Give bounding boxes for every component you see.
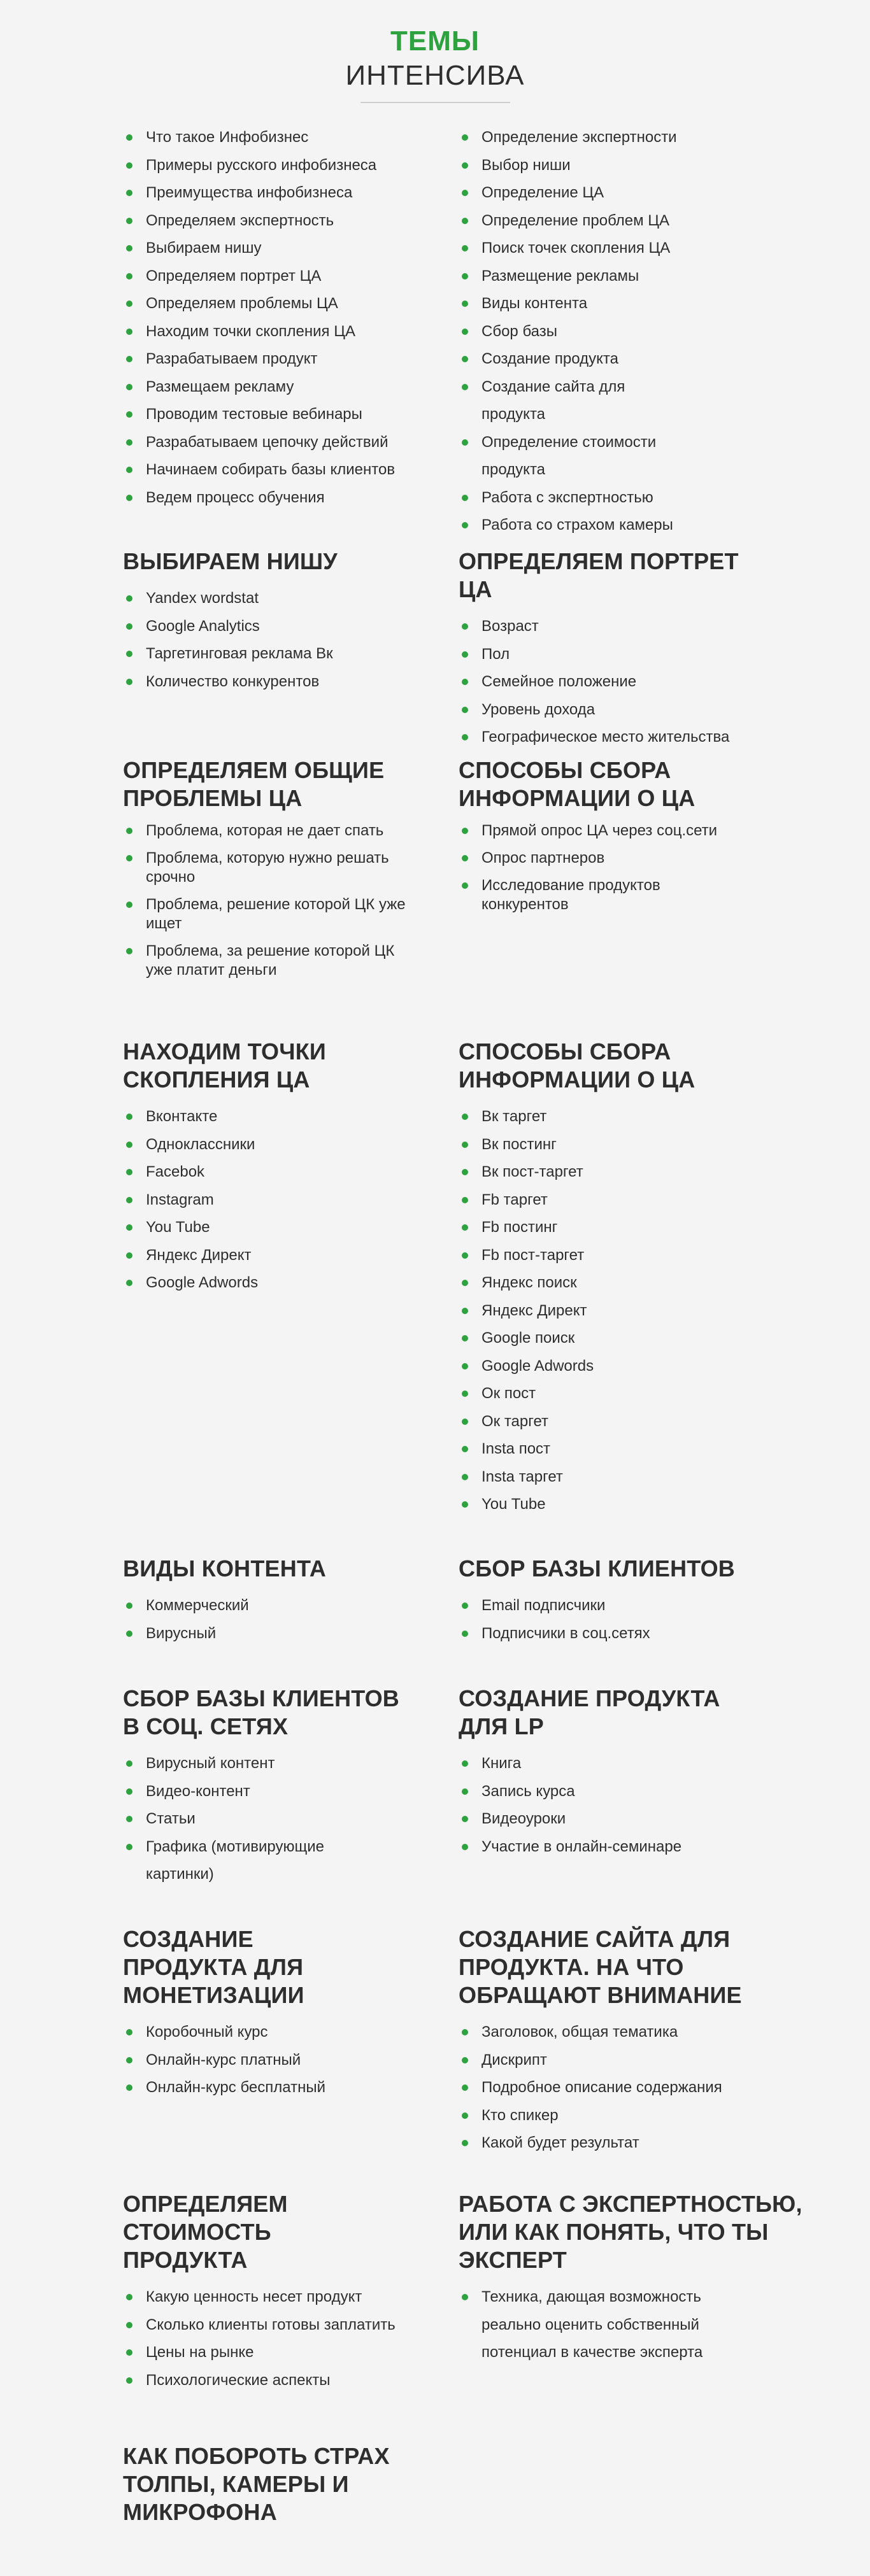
list-item: Цены на рынке [123, 2339, 441, 2367]
section-audience-points [123, 1038, 441, 1297]
section-title: СБОР БАЗЫ КЛИЕНТОВ [459, 1555, 736, 1582]
list-item: Преимущества инфобизнеса [123, 179, 441, 207]
page-title: ИНТЕНСИВА [345, 60, 525, 91]
list-item: Ок таргет [459, 1408, 777, 1436]
section-client-base [459, 1555, 777, 1647]
section-title: СПОСОБЫ СБОРА ИНФОРМАЦИИ О ЦА [459, 1038, 695, 1093]
section-title: ОПРЕДЕЛЯЕМ ПОРТРЕТ ЦА [459, 548, 739, 602]
section-title: ВИДЫ КОНТЕНТА [123, 1555, 327, 1582]
list-item: Коробочный курс [123, 2018, 441, 2046]
list-item: Выбираем нишу [123, 234, 441, 262]
list-item: Одноклассники [123, 1131, 441, 1159]
list-item: Google Adwords [459, 1352, 777, 1380]
section-title: КАК ПОБОРОТЬ СТРАХ ТОЛПЫ, КАМЕРЫ И МИКРОФОНА [123, 2443, 390, 2525]
list-item: Проблема, решение которой ЦК уже ищет [123, 895, 416, 933]
list-item: Определение экспертности [459, 124, 688, 152]
section-title: СОЗДАНИЕ ПРОДУКТА ДЛЯ МОНЕТИЗАЦИИ [123, 1926, 304, 2008]
list-item: Разрабатываем продукт [123, 345, 441, 373]
section-product-price [123, 2190, 441, 2394]
section-monetization-product [123, 1925, 441, 2102]
list-item: Техника, дающая возможность реально оценить собственный потенциал в качестве эксперта [459, 2283, 752, 2367]
list-item: Яндекс Директ [459, 1297, 777, 1325]
list-item: Онлайн-курс платный [123, 2046, 441, 2074]
list-item: Виды контента [459, 290, 688, 318]
list-item: Ведем процесс обучения [123, 484, 441, 512]
list-item: Онлайн-курс бесплатный [123, 2074, 441, 2102]
list-item: Создание сайта для продукта [459, 373, 688, 428]
section-info-collection [459, 756, 802, 923]
list-item: Коммерческий [123, 1592, 441, 1620]
list-item: Определение стоимости продукта [459, 428, 688, 484]
list-item: Подробное описание содержания [459, 2074, 777, 2102]
list-item: Вконтакте [123, 1103, 441, 1131]
section-title: СОЗДАНИЕ САЙТА ДЛЯ ПРОДУКТА. НА ЧТО ОБРАЩАЮТ ВНИМАНИЕ [459, 1926, 742, 2008]
list-item: Facebok [123, 1158, 441, 1186]
list-item: Yandex wordstat [123, 584, 441, 612]
list-item: Создание продукта [459, 345, 688, 373]
list-item: Вк пост-таргет [459, 1158, 777, 1186]
list-item: Проблема, которая не дает спать [123, 821, 422, 840]
section-audience-problems [123, 756, 422, 988]
list-item: Поиск точек скопления ЦА [459, 234, 688, 262]
section-expertise [459, 2190, 815, 2367]
list-item: Подписчики в соц.сетях [459, 1620, 777, 1648]
list-item: Определяем проблемы ЦА [123, 290, 441, 318]
list-item: Проблема, которую нужно решать срочно [123, 849, 403, 887]
list-item: Проблема, за решение которой ЦК уже платит деньги [123, 942, 403, 980]
list-item: Вк таргет [459, 1103, 777, 1131]
list-item: Примеры русского инфобизнеса [123, 152, 441, 180]
list-item: Fb постинг [459, 1214, 777, 1242]
list-item: Fb пост-таргет [459, 1242, 777, 1270]
section-title: СОЗДАНИЕ ПРОДУКТА ДЛЯ LP [459, 1685, 720, 1739]
list-item: Определение ЦА [459, 179, 688, 207]
list-item: Email подписчики [459, 1592, 777, 1620]
list-item: Заголовок, общая тематика [459, 2018, 777, 2046]
list-item: Проводим тестовые вебинары [123, 400, 441, 428]
section-title: СБОР БАЗЫ КЛИЕНТОВ В СОЦ. СЕТЯХ [123, 1685, 400, 1739]
section-lp-product [459, 1685, 777, 1860]
list-item: Размещаем рекламу [123, 373, 441, 401]
section-audience-portrait [459, 548, 777, 751]
list-item: Instagram [123, 1186, 441, 1214]
list-item: Ок пост [459, 1380, 777, 1408]
list-item: Книга [459, 1750, 777, 1778]
list-item: Психологические аспекты [123, 2367, 441, 2395]
list-item: Fb таргет [459, 1186, 777, 1214]
list-item: Сколько клиенты готовы заплатить [123, 2311, 441, 2339]
list-item: Статьи [123, 1805, 441, 1833]
list-item: Вк постинг [459, 1131, 777, 1159]
list-item: Сбор базы [459, 318, 688, 346]
list-item: Кто спикер [459, 2102, 777, 2130]
list-item: Запись курса [459, 1778, 777, 1806]
list-item: You Tube [123, 1214, 441, 1242]
section-title: ОПРЕДЕЛЯЕМ ОБЩИЕ ПРОБЛЕМЫ ЦА [123, 757, 385, 811]
list-item: Количество конкурентов [123, 668, 441, 696]
section-title: НАХОДИМ ТОЧКИ СКОПЛЕНИЯ ЦА [123, 1038, 326, 1093]
list-item: Работа со страхом камеры [459, 511, 688, 539]
section-title: СПОСОБЫ СБОРА ИНФОРМАЦИИ О ЦА [459, 757, 695, 811]
list-item: You Tube [459, 1490, 777, 1518]
list-item: Яндекс Директ [123, 1242, 441, 1270]
list-item: Таргетинговая реклама Вк [123, 640, 441, 668]
list-item: Уровень дохода [459, 696, 777, 724]
list-item: Определение проблем ЦА [459, 207, 688, 235]
list-item: Google Analytics [123, 612, 441, 640]
list-item: Определяем экспертность [123, 207, 441, 235]
list-item: Пол [459, 640, 777, 669]
list-item: Какую ценность несет продукт [123, 2283, 441, 2311]
section-niche [123, 548, 441, 695]
toc-left [123, 124, 441, 511]
list-item: Insta пост [459, 1435, 777, 1463]
list-item: Дискрипт [459, 2046, 777, 2074]
list-item: Работа с экспертностью [459, 484, 688, 512]
list-item: Определяем портрет ЦА [123, 262, 441, 290]
list-item: Исследование продуктов конкурентов [459, 876, 688, 914]
list-item: Какой будет результат [459, 2129, 777, 2157]
list-item: Google Adwords [123, 1269, 441, 1297]
list-item: Видеоуроки [459, 1805, 777, 1833]
list-item: Начинаем собирать базы клиентов [123, 456, 441, 484]
list-item: Вирусный [123, 1620, 441, 1648]
title-divider [360, 102, 510, 103]
section-social-base [123, 1685, 441, 1888]
list-item: Семейное положение [459, 668, 777, 696]
section-info-collection-channels [459, 1038, 777, 1518]
section-fear [123, 2442, 441, 2535]
list-item: Вирусный контент [123, 1750, 441, 1778]
list-item: Прямой опрос ЦА через соц.сети [459, 821, 802, 840]
list-item: Находим точки скопления ЦА [123, 318, 441, 346]
section-title: РАБОТА С ЭКСПЕРТНОСТЬЮ, ИЛИ КАК ПОНЯТЬ, ЧТО ТЫ ЭКСПЕРТ [459, 2191, 802, 2273]
section-title: ВЫБИРАЕМ НИШУ [123, 548, 338, 574]
list-item: Размещение рекламы [459, 262, 688, 290]
section-title: ОПРЕДЕЛЯЕМ СТОИМОСТЬ ПРОДУКТА [123, 2191, 288, 2273]
list-item: Разрабатываем цепочку действий [123, 428, 441, 456]
list-item: Географическое место жительства [459, 723, 777, 751]
toc-right [459, 124, 688, 539]
page-title-accent: ТЕМЫ [390, 25, 480, 57]
list-item: Видео-контент [123, 1778, 441, 1806]
list-item: Google поиск [459, 1324, 777, 1352]
list-item: Графика (мотивирующие картинки) [123, 1833, 365, 1888]
page-header [0, 24, 870, 103]
list-item: Яндекс поиск [459, 1269, 777, 1297]
list-item: Возраст [459, 612, 777, 640]
section-content-types [123, 1555, 441, 1647]
list-item: Выбор ниши [459, 152, 688, 180]
list-item: Что такое Инфобизнес [123, 124, 441, 152]
list-item: Участие в онлайн-семинаре [459, 1833, 777, 1861]
list-item: Опрос партнеров [459, 849, 802, 868]
list-item: Insta таргет [459, 1463, 777, 1491]
section-product-site [459, 1925, 777, 2157]
